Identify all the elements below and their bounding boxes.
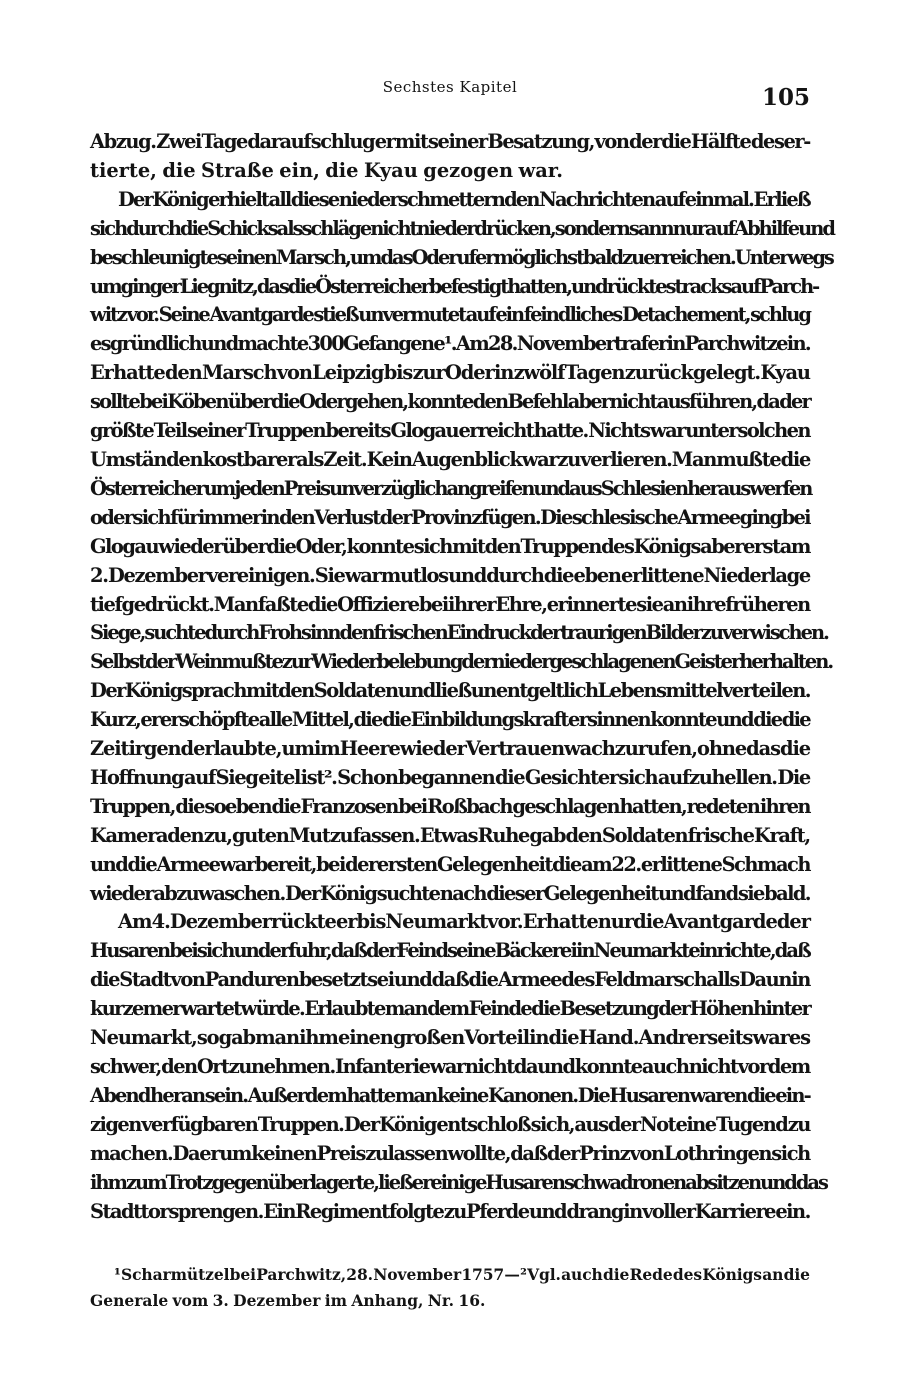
text-line: 2. Dezember vereinigen. Sie war mutlos und durch die eben erlittene Niederlage bbox=[90, 563, 810, 587]
text-line: Zeit irgend erlaubte, um im Heere wieder Vertrauen wachzurufen, ohne das die bbox=[90, 737, 810, 761]
text-line: Selbst der Wein mußte zur Wiederbelebung der niedergeschlagenen Geister herhalten. bbox=[90, 650, 833, 674]
text-line: Abend heran sein. Außerdem hatte man keine Kanonen. Die Husaren waren die ein- bbox=[90, 1083, 810, 1107]
text-line: Glogau wieder über die Oder, konnte sich mit den Truppen des Königs aber erst am bbox=[90, 534, 810, 558]
text-line: tierte, die Straße ein, die Kyau gezogen war. bbox=[90, 158, 563, 182]
text-line: Abzug. Zwei Tage darauf schlug er mit seiner Besatzung, von der die Hälfte deser- bbox=[90, 130, 810, 153]
footnotes bbox=[90, 1262, 810, 1314]
text-line: sich durch die Schicksalsschläge nicht niederdrücken, sondern sann nur auf Abhilfe und bbox=[90, 216, 834, 240]
text-line: schwer, den Ort zu nehmen. Infanterie war nicht da und konnte auch nicht vor dem bbox=[90, 1055, 810, 1078]
running-head: Sechstes Kapitel bbox=[382, 78, 518, 96]
text-line: zigen verfügbaren Truppen. Der König entschloß sich, aus der Not eine Tugend zu bbox=[90, 1112, 810, 1136]
text-line: witz vor. Seine Avantgarde stieß unvermutet auf ein feindliches Detachement, schlug bbox=[90, 303, 810, 327]
text-line: Österreicher um jeden Preis unverzüglich angreifen und aus Schlesien herauswerfen bbox=[90, 476, 812, 500]
footnote-line: Generale vom 3. Dezember im Anhang, Nr. 16. bbox=[90, 1291, 486, 1310]
text-line: Der König erhielt all diese niederschmetternden Nachrichten auf einmal. Er ließ bbox=[118, 187, 810, 211]
text-line: oder sich für immer in den Verlust der Provinz fügen. Die schlesische Armee ging bei bbox=[90, 505, 810, 529]
text-line: Neumarkt, so gab man ihm einen großen Vorteil in die Hand. Andrerseits war es bbox=[90, 1026, 810, 1050]
text-line: Kameraden zu, guten Mut zu fassen. Etwas Ruhe gab den Soldaten frische Kraft, bbox=[90, 823, 810, 847]
text-line: die Stadt von Panduren besetzt sei und daß die Armee des Feldmarschalls Daun in bbox=[90, 968, 810, 992]
text-line: ihm zum Trotz gegenüber lagerte, ließ er einige Husarenschwadronen absitzen und das bbox=[90, 1170, 827, 1194]
text-line: machen. Da er um keinen Preis zulassen wollte, daß der Prinz von Lothringen sich bbox=[90, 1141, 810, 1165]
text-line: Husaren bei sich und erfuhr, daß der Feind seine Bäckerei in Neumarkt einrichte, daß bbox=[90, 939, 810, 963]
text-line: Truppen, die soeben die Franzosen bei Roßbach geschlagen hatten, redeten ihren bbox=[90, 794, 810, 818]
text-line: kurzem erwartet würde. Erlaubte man dem Feinde die Besetzung der Höhen hinter bbox=[90, 997, 810, 1021]
text-line: beschleunigte seinen Marsch, um das Oderufer möglichst bald zu erreichen. Unterwegs bbox=[90, 245, 833, 269]
text-line: umging er Liegnitz, das die Österreicher befestigt hatten, und rückte stracks auf Parch- bbox=[90, 274, 819, 298]
text-line: es gründlich und machte 300 Gefangene¹. Am 28. November traf er in Parchwitz ein. bbox=[90, 332, 810, 356]
text-line: tief gedrückt. Man faßte die Offiziere bei ihrer Ehre, erinnerte sie an ihre früheren bbox=[90, 592, 810, 616]
text-line: Umständen kostbarer als Zeit. Kein Augenblick war zu verlieren. Man mußte die bbox=[90, 447, 810, 471]
text-line: Hoffnung auf Sieg eitel ist². Schon begannen die Gesichter sich aufzuhellen. Die bbox=[90, 765, 810, 789]
footnote-line: ¹ Scharmützel bei Parchwitz, 28. November 1757 — ² Vgl. auch die Rede des Königs an die bbox=[114, 1265, 810, 1284]
text-line: und die Armee war bereit, bei der ersten Gelegenheit die am 22. erlittene Schmach bbox=[90, 852, 810, 876]
text-line: sollte bei Köben über die Oder gehen, konnte den Befehl aber nicht ausführen, da der bbox=[90, 390, 810, 414]
text-line: Stadttor sprengen. Ein Regiment folgte zu Pferde und drang in voller Karriere ein. bbox=[90, 1199, 810, 1223]
text-line: größte Teil seiner Truppen bereits Glogau erreicht hatte. Nichts war unter solchen bbox=[90, 419, 810, 443]
text-line: Er hatte den Marsch von Leipzig bis zur Oder in zwölf Tagen zurückgelegt. Kyau bbox=[90, 361, 810, 385]
text-line: Siege, suchte durch Frohsinn den frischen Eindruck der traurigen Bilder zu verwischen. bbox=[90, 621, 828, 645]
page-number: 105 bbox=[761, 84, 810, 111]
text-line: Kurz, er erschöpfte alle Mittel, die die Einbildungskraft ersinnen konnte und die die bbox=[90, 708, 810, 732]
text-line: wieder abzuwaschen. Der König suchte nach dieser Gelegenheit und fand sie bald. bbox=[90, 881, 810, 905]
text-line: Der König sprach mit den Soldaten und ließ unentgeltlich Lebensmittel verteilen. bbox=[90, 679, 811, 703]
text-line: Am 4. Dezember rückte er bis Neumarkt vor. Er hatte nur die Avantgarde der bbox=[118, 910, 810, 934]
body-text bbox=[90, 128, 834, 1226]
